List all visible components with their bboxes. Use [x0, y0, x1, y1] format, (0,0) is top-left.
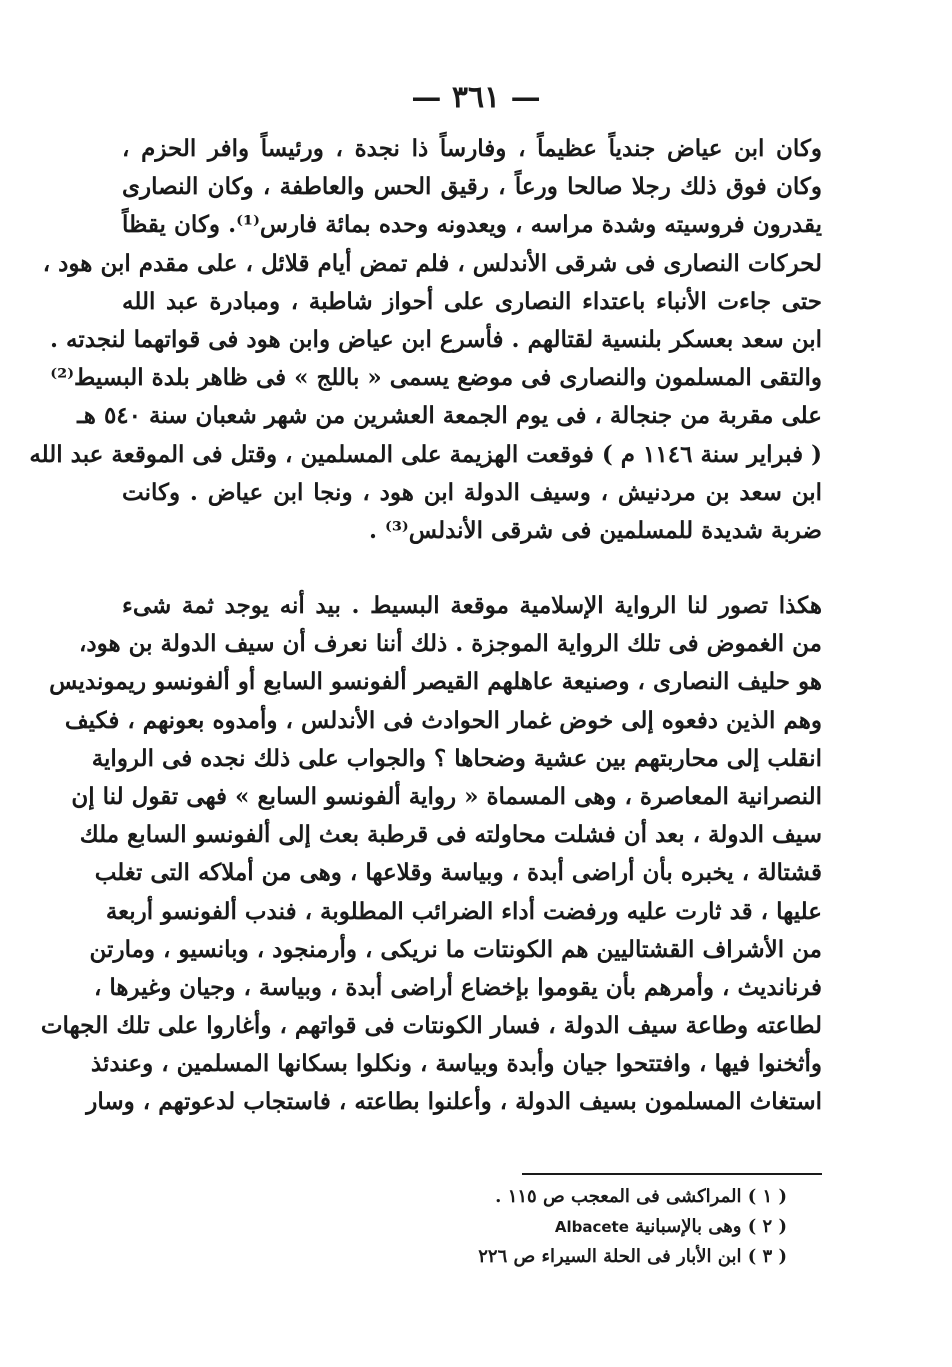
text-line: لطاعته وطاعة سيف الدولة ، فسار الكونتات فى قواتهم ، وأغاروا على تلك الجهات: [40, 1012, 822, 1040]
text-line: لحركات النصارى فى شرقى الأندلس ، فلم تمض أيام قلائل ، على مقدم ابن هود ،: [42, 249, 822, 277]
footnote-divider: [522, 1173, 822, 1175]
text-line: هو حليف النصارى ، وصنيعة عاهلهم القيصر ألفونسو السابع أو ألفونسو ريمونديس: [49, 668, 822, 696]
text-line: ضربة شديدة للمسلمين فى شرقى الأندلس⁽³⁾ .: [368, 516, 822, 544]
page-number: — ٣٦١ —: [411, 80, 541, 115]
footnote-1: [478, 1182, 787, 1212]
text-line: وكان فوق ذلك رجلا صالحا ورعاً ، رقيق الحس والعاطفة ، وكان النصارى: [122, 173, 822, 201]
text-line: قشتالة ، يخبره بأن أراضى أبدة ، وبياسة وقلاعها ، وهى من أملاكه التى تغلب: [94, 859, 822, 887]
footnote-text: ( ٢ ) وهى بالإسبانية: [635, 1216, 787, 1237]
text-line: سيف الدولة ، بعد أن فشلت محاولته فى قرطبة بعث إلى ألفونسو السابع ملك: [79, 821, 822, 849]
footnote-2: [478, 1212, 787, 1242]
text-line: وهم الذين دفعوه إلى خوض غمار الحوادث فى الأندلس ، وأمدوه بعونهم ، فكيف: [64, 706, 822, 734]
text-line: النصرانية المعاصرة ، وهى المسماة « رواية ألفونسو السابع » فهى تقول لنا إن: [71, 782, 822, 810]
text-line: وأثخنوا فيها ، وافتتحوا جيان وأبدة وبياسة ، ونكلوا بسكانها المسلمين ، وعندئذ: [90, 1050, 822, 1078]
text-line: هكذا تصور لنا الرواية الإسلامية موقعة البسيط . بيد أنه يوجد ثمة شىء: [122, 592, 822, 619]
footnote-text: ( ١ ) المراكشى فى المعجب ص ١١٥ .: [495, 1186, 787, 1207]
text-line: ابن سعد بعسكر بلنسية لقتالهم . فأسرع ابن عياض وابن هود فى قواتهما لنجدته .: [50, 325, 822, 353]
paragraph-2: [40, 587, 822, 1122]
text-line: وكان ابن عياض جندياً عظيماً ، وفارساً ذا نجدة ، ورئيساً وافر الحزم ،: [122, 135, 822, 162]
text-line: ابن سعد بن مردنيش ، وسيف الدولة ابن هود ، ونجا ابن عياض . وكانت: [122, 478, 822, 506]
text-line: يقدرون فروسيته وشدة مراسه ، ويعدونه وحده بمائة فارس⁽¹⁾. وكان يقظاً: [122, 211, 822, 239]
footnote-latin-term: Albacete: [554, 1218, 629, 1236]
footnote-text: ( ٣ ) ابن الأبار فى الحلة السيراء ص ٢٢٦: [478, 1246, 787, 1267]
text-line: حتى جاءت الأنباء باعتداء النصارى على أحواز شاطبة ، ومبادرة عبد الله: [122, 287, 822, 315]
text-line: ( فبراير سنة ١١٤٦ م ) فوقعت الهزيمة على المسلمين ، وقتل فى الموقعة عبد الله: [29, 440, 822, 468]
text-line: والتقى المسلمون والنصارى فى موضع يسمى « باللج » فى ظاهر بلدة البسيط⁽²⁾: [50, 364, 822, 392]
footnotes: [478, 1182, 787, 1272]
text-line: من الغموض فى تلك الرواية الموجزة . ذلك أننا نعرف أن سيف الدولة بن هود،: [78, 630, 822, 658]
text-line: فرنانديث ، وأمرهم بأن يقوموا بإخضاع أراضى أبدة ، وبياسة ، وجيان وغيرها ،: [93, 973, 822, 1001]
text-line: من الأشراف القشتاليين هم الكونتات ما نريكى ، وأرمنجود ، وبانسيو ، ومارتن: [89, 935, 822, 963]
footnote-3: [478, 1242, 787, 1272]
text-line: انقلب إلى محاربتهم بين عشية وضحاها ؟ والجواب على ذلك نجده فى الرواية: [91, 744, 822, 772]
text-line: على مقربة من جنجالة ، فى يوم الجمعة العشرين من شهر شعبان سنة ٥٤٠ هـ: [77, 402, 822, 430]
text-line: استغاث المسلمون بسيف الدولة ، وأعلنوا بطاعته ، فاستجاب لدعوتهم ، وسار: [86, 1088, 822, 1116]
text-line: عليها ، قد ثارت عليه ورفضت أداء الضرائب المطلوبة ، فندب ألفونسو أربعة: [105, 897, 822, 925]
paragraph-1: [29, 130, 822, 550]
